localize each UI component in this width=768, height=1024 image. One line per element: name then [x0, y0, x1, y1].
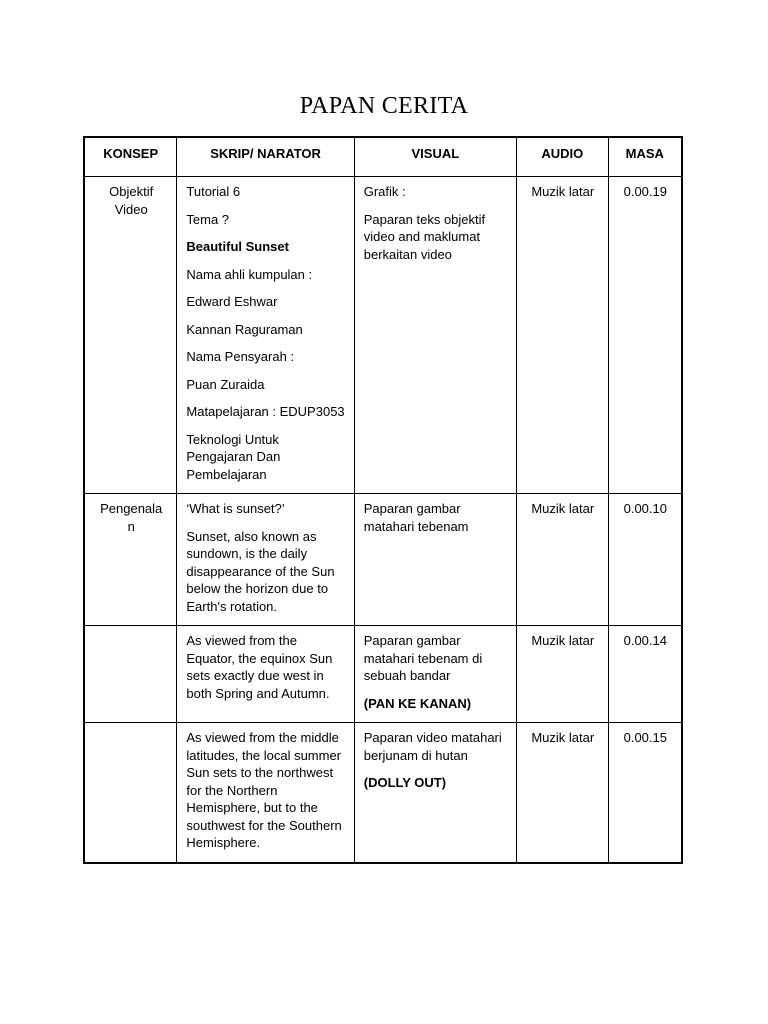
table-row: [84, 626, 682, 723]
konsep-cell: [84, 626, 177, 723]
skrip-cell: [177, 626, 354, 723]
header-skrip-narator: SKRIP/ NARATOR: [177, 137, 354, 177]
konsep-text: n: [127, 518, 135, 534]
visual-line: Paparan teks objektif video and maklumat berkaitan video: [363, 211, 486, 262]
skrip-cell: [177, 723, 354, 863]
masa-cell: 0.00.10: [608, 494, 682, 626]
konsep-text: Objektif: [109, 184, 154, 199]
table-row: [84, 494, 682, 626]
visual-line: Paparan video matahari berjunam di hutan: [363, 730, 502, 763]
page-title: PAPAN CERITA: [299, 93, 469, 119]
masa-cell: 0.00.19: [608, 177, 682, 494]
skrip-cell: [177, 494, 354, 626]
visual-line: (PAN KE KANAN): [363, 695, 472, 711]
skrip-line: Tutorial 6: [186, 184, 241, 199]
header-audio: AUDIO: [516, 137, 608, 177]
masa-cell: 0.00.14: [608, 626, 682, 723]
visual-line: (DOLLY OUT): [363, 775, 447, 790]
skrip-line: Nama Pensyarah :: [186, 349, 295, 364]
table-row: [84, 723, 682, 863]
konsep-cell: [84, 723, 177, 863]
audio-cell: Muzik latar: [516, 494, 608, 626]
visual-line: Paparan gambar matahari tebenam: [363, 501, 469, 534]
skrip-cell: [177, 177, 354, 494]
skrip-line: Teknologi Untuk Pengajaran Dan Pembelajaran: [186, 431, 281, 482]
visual-cell: [354, 626, 516, 723]
visual-cell: [354, 177, 516, 494]
audio-cell: Muzik latar: [516, 723, 608, 863]
visual-line: Paparan gambar matahari tebenam di sebuah bandar: [363, 633, 483, 683]
skrip-line: As viewed from the middle latitudes, the local summer Sun sets to the northwest for the Northern Hemisphere, but to the southwest for the Southern Hemisphere.: [186, 730, 342, 850]
audio-cell: Muzik latar: [516, 177, 608, 494]
konsep-text: Pengenala: [100, 501, 163, 516]
visual-cell: [354, 723, 516, 863]
konsep-text: Video: [114, 201, 148, 217]
skrip-line: Nama ahli kumpulan :: [186, 266, 313, 282]
skrip-line: Beautiful Sunset: [186, 239, 289, 254]
skrip-line: Puan Zuraida: [186, 376, 265, 392]
visual-cell: [354, 494, 516, 626]
skrip-line: Kannan Raguraman: [186, 321, 303, 337]
masa-cell: 0.00.15: [608, 723, 682, 863]
skrip-line: Edward Eshwar: [186, 294, 278, 309]
table-row: [84, 177, 682, 494]
audio-cell: Muzik latar: [516, 626, 608, 723]
header-masa: MASA: [608, 137, 682, 177]
header-row: [84, 137, 682, 177]
visual-line: Grafik :: [363, 184, 406, 199]
header-visual: VISUAL: [354, 137, 516, 177]
skrip-line: Sunset, also known as sundown, is the daily disappearance of the Sun below the horizon due to Earth's rotation.: [186, 528, 335, 614]
skrip-line: As viewed from the Equator, the equinox Sun sets exactly due west in both Spring and Autumn.: [186, 633, 333, 701]
skrip-line: Tema ?: [186, 211, 230, 227]
konsep-cell: [84, 177, 177, 494]
skrip-line: ‘What is sunset?’: [186, 501, 285, 516]
skrip-line: Matapelajaran : EDUP3053: [186, 404, 345, 419]
storyboard-table: [83, 136, 683, 864]
header-konsep: KONSEP: [84, 137, 177, 177]
konsep-cell: [84, 494, 177, 626]
